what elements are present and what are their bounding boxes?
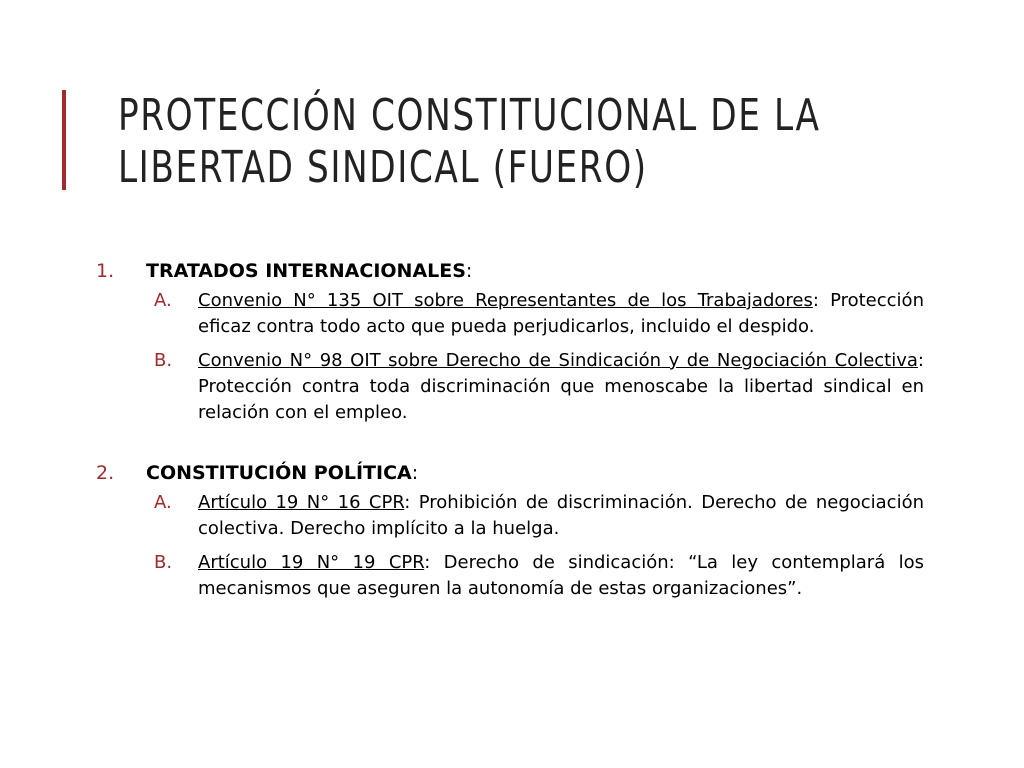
list-item-letter: A.: [154, 492, 172, 513]
title-accent-bar: [62, 90, 66, 190]
list-item: [146, 490, 924, 542]
list-item-text: Convenio N° 98 OIT sobre Derecho de Sindicación y de Negociación Colectiva: Protección contra toda discriminación que menoscabe la libertad sindical en relación con el empleo.: [198, 350, 924, 423]
convenio-98-link[interactable]: Convenio N° 98 OIT sobre Derecho de Sindicación y de Negociación Colectiva: [198, 350, 918, 371]
slide-title-line-2: LIBERTAD SINDICAL (FUERO): [118, 142, 648, 193]
list-item: [146, 348, 924, 426]
section-constitucion: [96, 460, 924, 602]
slide-title: [118, 90, 821, 194]
section-heading: [96, 460, 924, 486]
section-heading: [96, 258, 924, 284]
list-item: [146, 550, 924, 602]
list-item-letter: A.: [154, 290, 172, 311]
section-tratados: [96, 258, 924, 426]
section-number: 2.: [96, 462, 115, 484]
list-item: [146, 288, 924, 340]
articulo-19-16-link[interactable]: Artículo 19 N° 16 CPR: [198, 492, 405, 513]
section-label: TRATADOS INTERNACIONALES:: [146, 260, 473, 282]
list-item-letter: B.: [154, 350, 173, 371]
slide-content: [96, 258, 924, 602]
list-item-text: Convenio N° 135 OIT sobre Representantes de los Trabajadores: Protección eficaz contra todo acto que pueda perjudicarlos, incluido el despido.: [198, 290, 924, 337]
articulo-19-19-link[interactable]: Artículo 19 N° 19 CPR: [198, 552, 425, 573]
list-item-text: Artículo 19 N° 16 CPR: Prohibición de discriminación. Derecho de negociación colectiva. Derecho implícito a la huelga.: [198, 492, 924, 539]
convenio-135-link[interactable]: Convenio N° 135 OIT sobre Representantes de los Trabajadores: [198, 290, 813, 311]
list-item-letter: B.: [154, 552, 173, 573]
list-item-text: Artículo 19 N° 19 CPR: Derecho de sindicación: “La ley contemplará los mecanismos que aseguren la autonomía de estas organizaciones”.: [198, 552, 924, 599]
section-label: CONSTITUCIÓN POLÍTICA:: [146, 462, 419, 484]
section-number: 1.: [96, 260, 115, 282]
slide-title-line-1: PROTECCIÓN CONSTITUCIONAL DE LA: [118, 90, 821, 141]
